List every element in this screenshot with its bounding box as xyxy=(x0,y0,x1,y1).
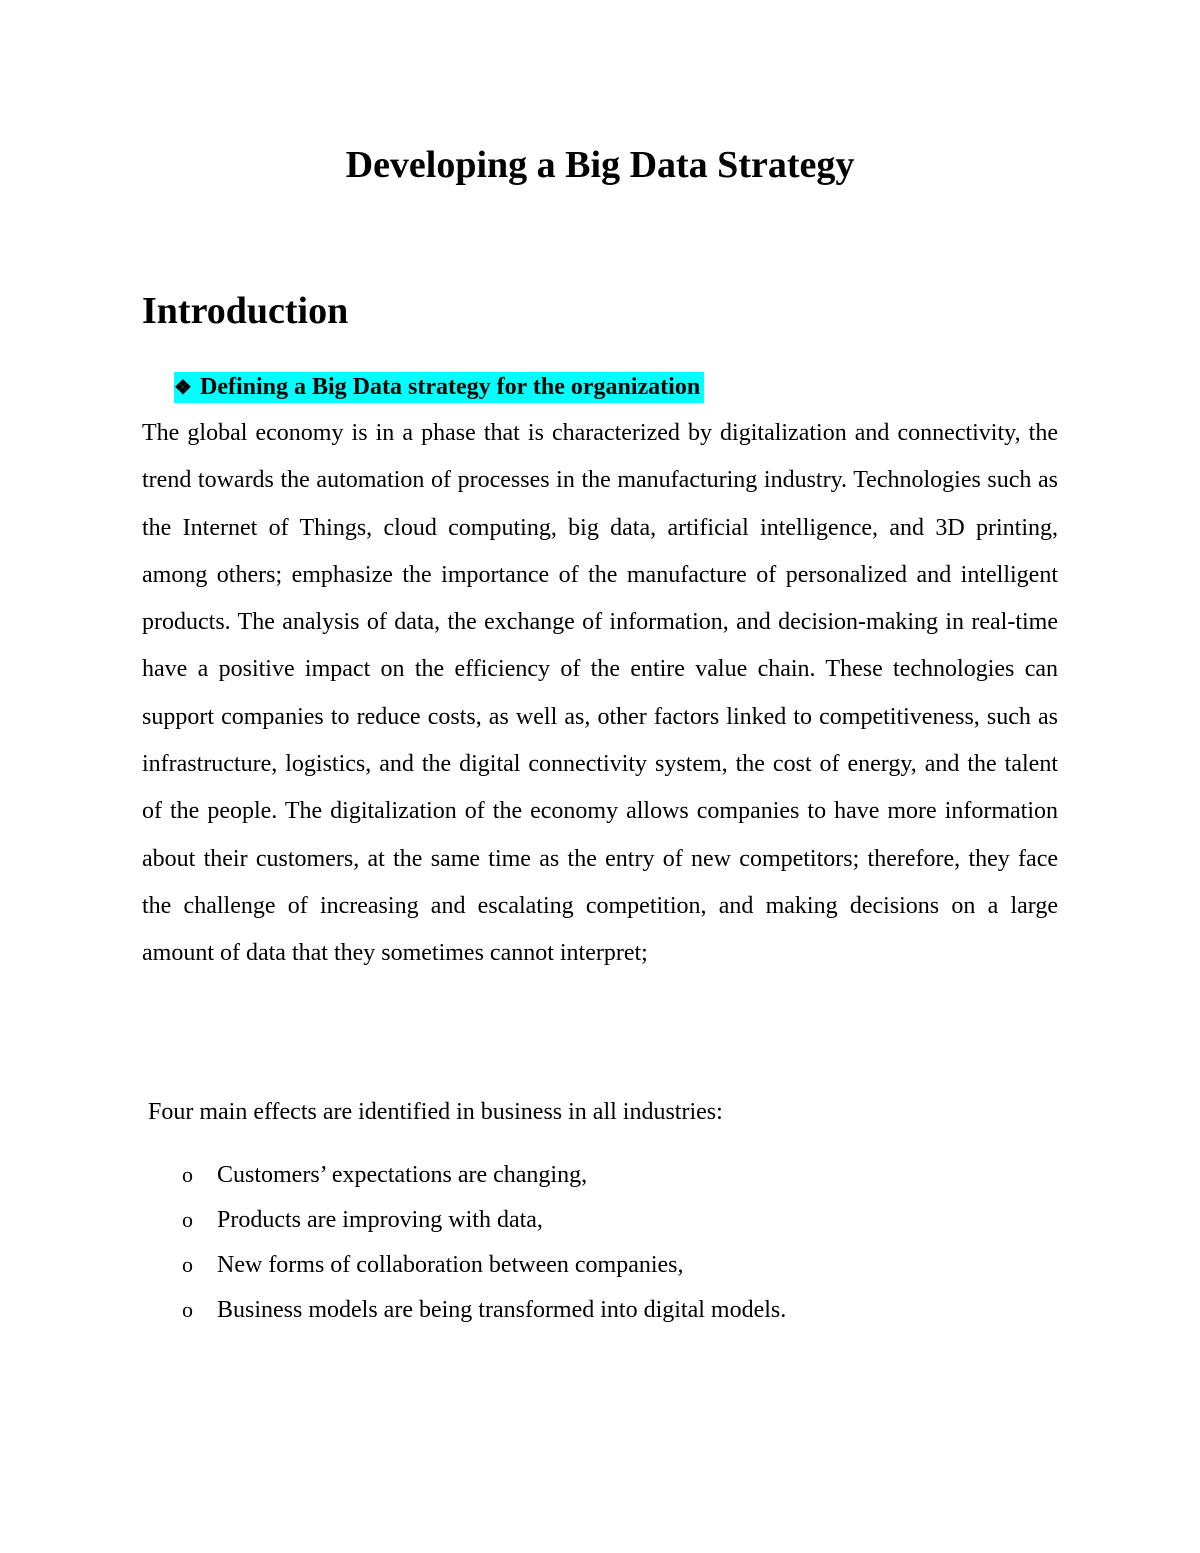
highlighted-subheading xyxy=(174,372,704,403)
circle-bullet-icon: o xyxy=(182,1297,193,1322)
body-paragraph: The global economy is in a phase that is characterized by digitalization and connectivity, the trend towards the automation of processes in the manufacturing industry. Technologies such as the Internet of Things, cloud computing, big data, artificial intelligence, and 3D printing, among others; emphasize the importance of the manufacture of personalized and intelligent products. The analysis of data, the exchange of information, and decision-making in real-time have a positive impact on the efficiency of the entire value chain. These technologies can support companies to reduce costs, as well as, other factors linked to competitiveness, such as infrastructure, logistics, and the digital connectivity system, the cost of energy, and the talent of the people. The digitalization of the economy allows companies to have more information about their customers, at the same time as the entry of new competitors; therefore, they face the challenge of increasing and escalating competition, and making decisions on a large amount of data that they sometimes cannot interpret; xyxy=(142,420,1058,967)
circle-bullet-icon: o xyxy=(182,1252,193,1277)
effects-intro-text: Four main effects are identified in business in all industries: xyxy=(148,1099,723,1125)
circle-bullet-icon: o xyxy=(182,1207,193,1232)
list-item-text: Business models are being transformed into digital models. xyxy=(217,1297,787,1323)
subheading-text: Defining a Big Data strategy for the organization xyxy=(200,374,701,400)
list-item-text: Customers’ expectations are changing, xyxy=(217,1162,588,1188)
list-item-text: New forms of collaboration between companies, xyxy=(217,1252,684,1278)
section-heading-introduction: Introduction xyxy=(142,290,349,332)
list-item-text: Products are improving with data, xyxy=(217,1207,543,1233)
document-title: Developing a Big Data Strategy xyxy=(345,144,855,186)
circle-bullet-icon: o xyxy=(182,1162,193,1187)
diamond-bullet-icon: ❖ xyxy=(174,377,192,399)
